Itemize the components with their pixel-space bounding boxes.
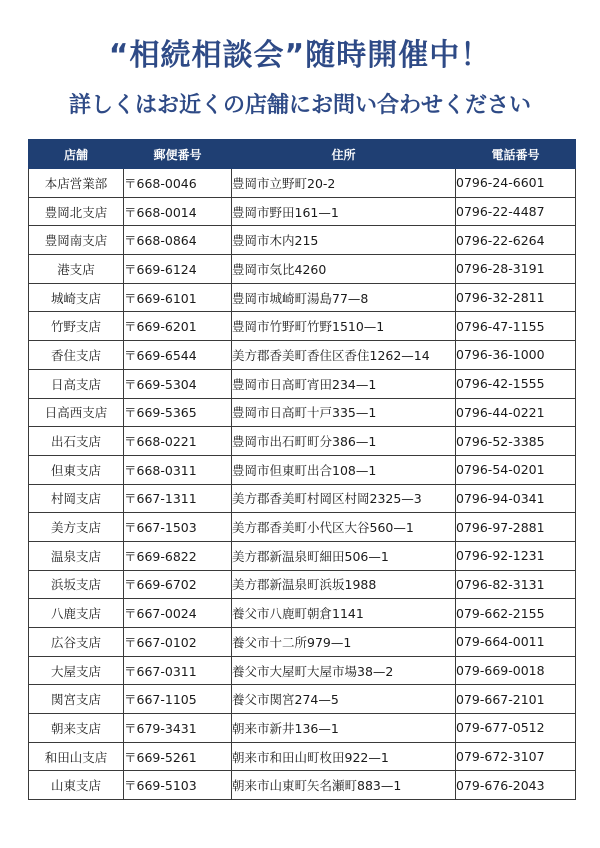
store-name-cell: 関宮支店 <box>29 685 124 714</box>
table-row <box>29 541 576 570</box>
zip-code-cell: 〒669-6702 <box>124 570 232 599</box>
zip-code-cell: 〒669-5103 <box>124 771 232 800</box>
zip-code-cell: 〒669-6544 <box>124 341 232 370</box>
store-name-cell: 浜坂支店 <box>29 570 124 599</box>
table-row <box>29 513 576 542</box>
phone-number-cell: 0796-82-3131 <box>456 570 576 599</box>
phone-number-cell: 0796-47-1155 <box>456 312 576 341</box>
table-row <box>29 714 576 743</box>
store-table-body <box>29 169 576 800</box>
column-header-address: 住所 <box>232 140 456 169</box>
store-name-cell: 豊岡南支店 <box>29 226 124 255</box>
phone-number-cell: 0796-36-1000 <box>456 341 576 370</box>
zip-code-cell: 〒667-1503 <box>124 513 232 542</box>
phone-number-cell: 079-676-2043 <box>456 771 576 800</box>
phone-number-cell: 0796-92-1231 <box>456 541 576 570</box>
phone-number-cell: 0796-28-3191 <box>456 255 576 284</box>
address-cell: 豊岡市日高町十戸335—1 <box>232 398 456 427</box>
address-cell: 養父市八鹿町朝倉1141 <box>232 599 456 628</box>
zip-code-cell: 〒668-0221 <box>124 427 232 456</box>
store-name-cell: 広谷支店 <box>29 628 124 657</box>
store-name-cell: 竹野支店 <box>29 312 124 341</box>
address-cell: 豊岡市城崎町湯島77—8 <box>232 283 456 312</box>
store-name-cell: 本店営業部 <box>29 169 124 198</box>
address-cell: 美方郡香美町村岡区村岡2325—3 <box>232 484 456 513</box>
zip-code-cell: 〒669-5365 <box>124 398 232 427</box>
page-subtitle: 詳しくはお近くの店舗にお問い合わせください <box>68 93 531 118</box>
table-row <box>29 369 576 398</box>
store-name-cell: 香住支店 <box>29 341 124 370</box>
address-cell: 美方郡香美町香住区香住1262—14 <box>232 341 456 370</box>
phone-number-cell: 0796-44-0221 <box>456 398 576 427</box>
store-name-cell: 八鹿支店 <box>29 599 124 628</box>
store-name-cell: 豊岡北支店 <box>29 197 124 226</box>
phone-number-cell: 079-664-0011 <box>456 628 576 657</box>
table-row <box>29 283 576 312</box>
address-cell: 朝来市山東町矢名瀬町883—1 <box>232 771 456 800</box>
store-name-cell: 温泉支店 <box>29 541 124 570</box>
address-cell: 豊岡市木内215 <box>232 226 456 255</box>
store-name-cell: 日高支店 <box>29 369 124 398</box>
table-row <box>29 341 576 370</box>
address-cell: 美方郡新温泉町細田506—1 <box>232 541 456 570</box>
phone-number-cell: 0796-42-1555 <box>456 369 576 398</box>
zip-code-cell: 〒667-1311 <box>124 484 232 513</box>
zip-code-cell: 〒669-6124 <box>124 255 232 284</box>
table-row <box>29 628 576 657</box>
zip-code-cell: 〒668-0014 <box>124 197 232 226</box>
phone-number-cell: 0796-22-6264 <box>456 226 576 255</box>
store-table <box>28 139 576 800</box>
phone-number-cell: 079-669-0018 <box>456 656 576 685</box>
store-name-cell: 村岡支店 <box>29 484 124 513</box>
table-row <box>29 570 576 599</box>
zip-code-cell: 〒667-0024 <box>124 599 232 628</box>
address-cell: 豊岡市出石町町分386—1 <box>232 427 456 456</box>
zip-code-cell: 〒668-0046 <box>124 169 232 198</box>
address-cell: 豊岡市日高町宵田234—1 <box>232 369 456 398</box>
store-name-cell: 日高西支店 <box>29 398 124 427</box>
store-name-cell: 出石支店 <box>29 427 124 456</box>
phone-number-cell: 079-677-0512 <box>456 714 576 743</box>
table-row <box>29 169 576 198</box>
zip-code-cell: 〒669-5304 <box>124 369 232 398</box>
phone-number-cell: 0796-94-0341 <box>456 484 576 513</box>
address-cell: 豊岡市但東町出合108—1 <box>232 455 456 484</box>
table-header-row <box>29 140 576 169</box>
zip-code-cell: 〒668-0311 <box>124 455 232 484</box>
table-row <box>29 742 576 771</box>
address-cell: 豊岡市立野町20-2 <box>232 169 456 198</box>
address-cell: 美方郡香美町小代区大谷560—1 <box>232 513 456 542</box>
address-cell: 朝来市新井136—1 <box>232 714 456 743</box>
zip-code-cell: 〒668-0864 <box>124 226 232 255</box>
store-name-cell: 但東支店 <box>29 455 124 484</box>
address-cell: 朝来市和田山町枚田922—1 <box>232 742 456 771</box>
zip-code-cell: 〒667-0102 <box>124 628 232 657</box>
table-row <box>29 398 576 427</box>
table-row <box>29 599 576 628</box>
store-name-cell: 大屋支店 <box>29 656 124 685</box>
page-title: “相続相談会”随時開催中！ <box>108 38 492 73</box>
zip-code-cell: 〒669-6822 <box>124 541 232 570</box>
phone-number-cell: 079-667-2101 <box>456 685 576 714</box>
table-row <box>29 455 576 484</box>
column-header-store: 店舗 <box>29 140 124 169</box>
address-cell: 豊岡市竹野町竹野1510—1 <box>232 312 456 341</box>
phone-number-cell: 0796-32-2811 <box>456 283 576 312</box>
table-row <box>29 685 576 714</box>
phone-number-cell: 0796-22-4487 <box>456 197 576 226</box>
phone-number-cell: 0796-52-3385 <box>456 427 576 456</box>
column-header-zip: 郵便番号 <box>124 140 232 169</box>
zip-code-cell: 〒667-1105 <box>124 685 232 714</box>
store-name-cell: 港支店 <box>29 255 124 284</box>
table-row <box>29 255 576 284</box>
table-row <box>29 656 576 685</box>
store-name-cell: 朝来支店 <box>29 714 124 743</box>
zip-code-cell: 〒667-0311 <box>124 656 232 685</box>
column-header-tel: 電話番号 <box>456 140 576 169</box>
zip-code-cell: 〒669-5261 <box>124 742 232 771</box>
table-row <box>29 427 576 456</box>
store-name-cell: 城崎支店 <box>29 283 124 312</box>
store-name-cell: 美方支店 <box>29 513 124 542</box>
table-row <box>29 771 576 800</box>
zip-code-cell: 〒669-6101 <box>124 283 232 312</box>
phone-number-cell: 0796-97-2881 <box>456 513 576 542</box>
zip-code-cell: 〒679-3431 <box>124 714 232 743</box>
table-row <box>29 484 576 513</box>
zip-code-cell: 〒669-6201 <box>124 312 232 341</box>
phone-number-cell: 079-672-3107 <box>456 742 576 771</box>
address-cell: 豊岡市気比4260 <box>232 255 456 284</box>
table-row <box>29 197 576 226</box>
address-cell: 豊岡市野田161—1 <box>232 197 456 226</box>
phone-number-cell: 0796-54-0201 <box>456 455 576 484</box>
phone-number-cell: 0796-24-6601 <box>456 169 576 198</box>
address-cell: 養父市大屋町大屋市場38—2 <box>232 656 456 685</box>
address-cell: 美方郡新温泉町浜坂1988 <box>232 570 456 599</box>
phone-number-cell: 079-662-2155 <box>456 599 576 628</box>
store-name-cell: 和田山支店 <box>29 742 124 771</box>
address-cell: 養父市十二所979—1 <box>232 628 456 657</box>
store-name-cell: 山東支店 <box>29 771 124 800</box>
table-row <box>29 226 576 255</box>
address-cell: 養父市関宮274—5 <box>232 685 456 714</box>
table-row <box>29 312 576 341</box>
